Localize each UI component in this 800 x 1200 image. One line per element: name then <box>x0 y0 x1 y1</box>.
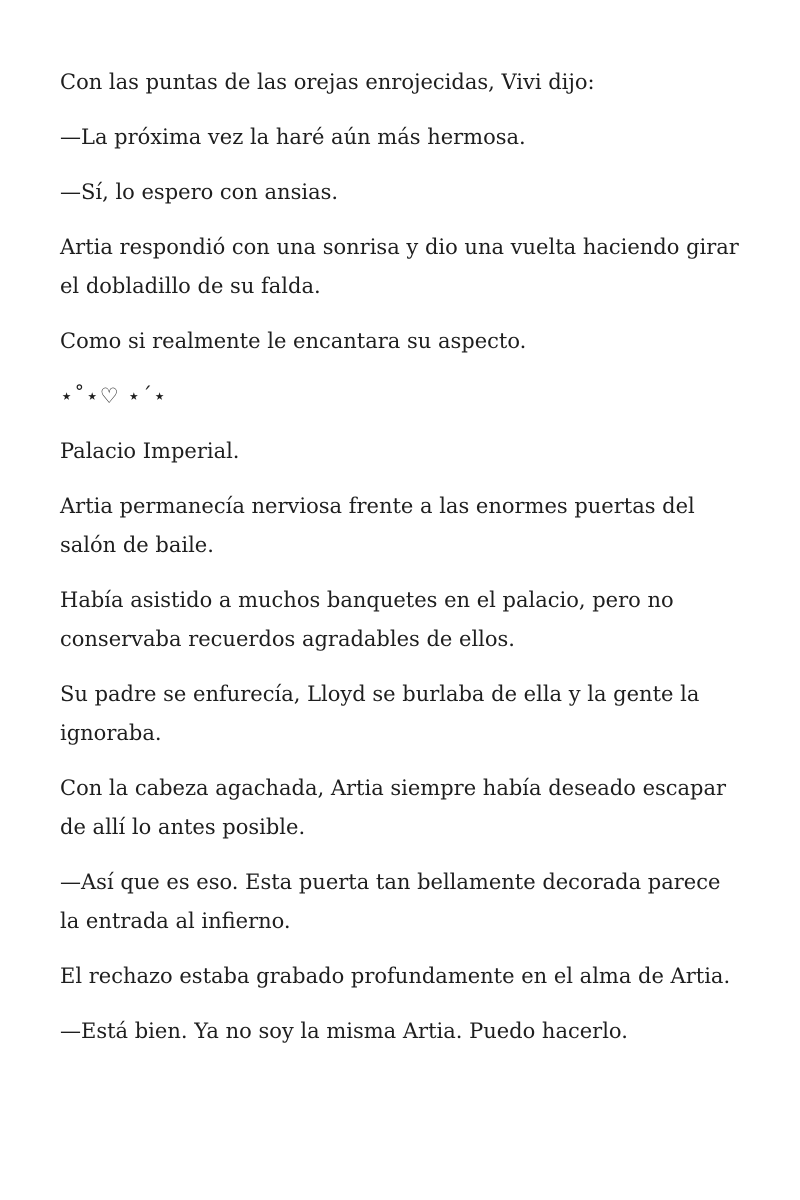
paragraph: Artia respondió con una sonrisa y dio una vuelta haciendo girar el dobladillo de su falda. <box>60 235 739 298</box>
paragraph: —Está bien. Ya no soy la misma Artia. Puedo hacerlo. <box>60 1019 628 1043</box>
scene-divider: ⋆˚⋆♡ ⋆´⋆ <box>60 384 168 408</box>
paragraph: Había asistido a muchos banquetes en el palacio, pero no conservaba recuerdos agradables de ellos. <box>60 588 674 651</box>
paragraph: —La próxima vez la haré aún más hermosa. <box>60 125 526 149</box>
paragraph: Palacio Imperial. <box>60 439 240 463</box>
paragraph: Con las puntas de las orejas enrojecidas, Vivi dijo: <box>60 70 595 94</box>
paragraph: Con la cabeza agachada, Artia siempre había deseado escapar de allí lo antes posible. <box>60 776 727 839</box>
document-body <box>60 63 740 1067</box>
paragraph: Artia permanecía nerviosa frente a las enormes puertas del salón de baile. <box>60 494 695 557</box>
paragraph: —Sí, lo espero con ansias. <box>60 180 339 204</box>
paragraph: Como si realmente le encantara su aspecto. <box>60 329 527 353</box>
paragraph: —Así que es eso. Esta puerta tan bellamente decorada parece la entrada al infierno. <box>60 870 721 933</box>
paragraph: El rechazo estaba grabado profundamente en el alma de Artia. <box>60 964 731 988</box>
paragraph: Su padre se enfurecía, Lloyd se burlaba de ella y la gente la ignoraba. <box>60 682 700 745</box>
